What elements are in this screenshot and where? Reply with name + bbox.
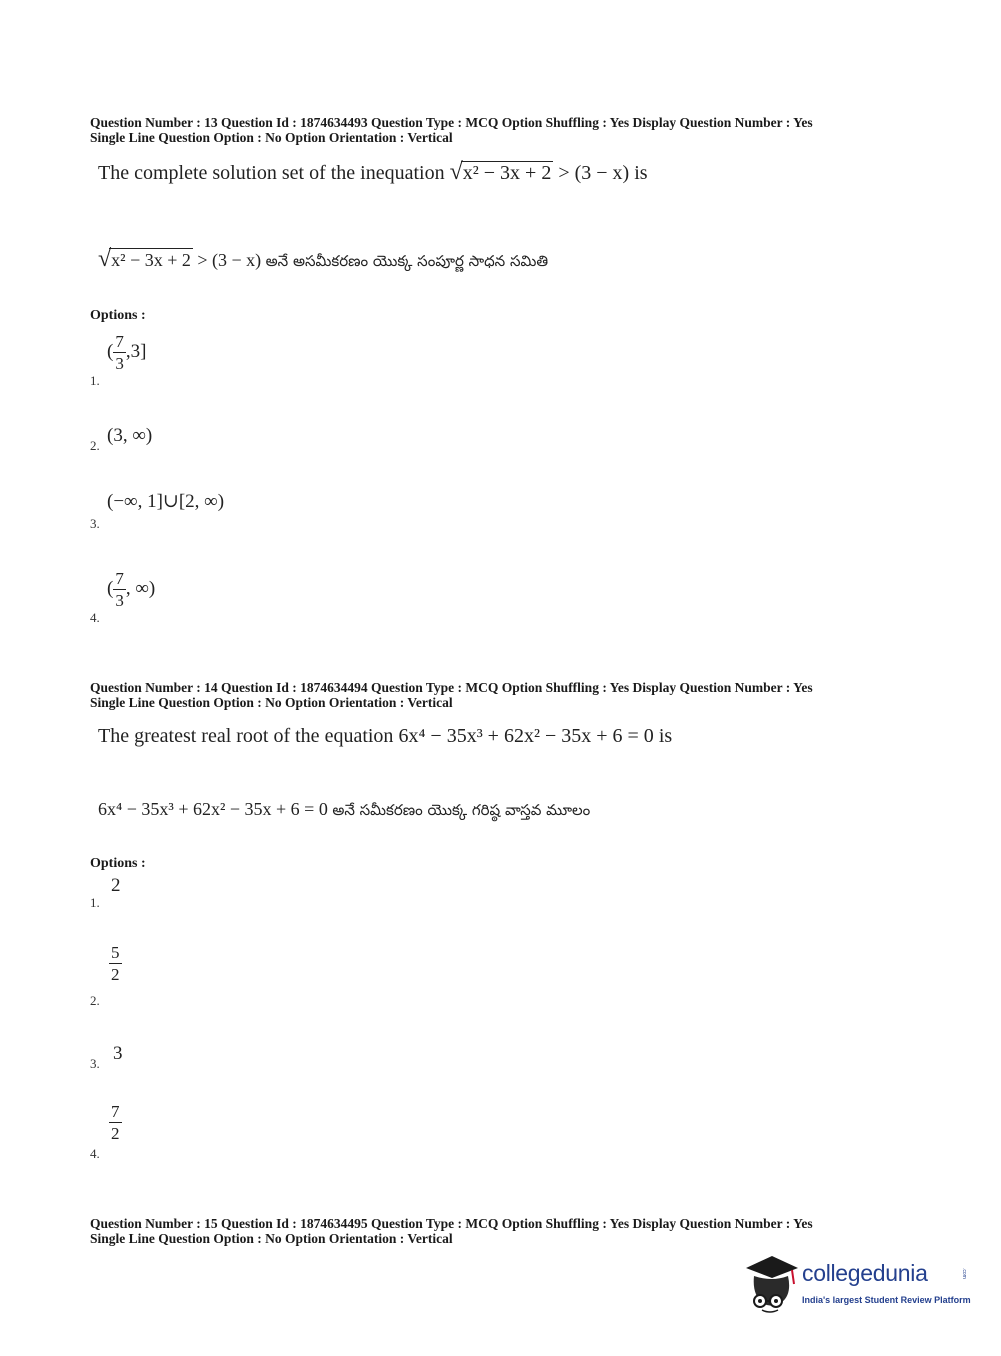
question-13-text	[98, 160, 648, 185]
radical-sign: √	[449, 159, 463, 185]
question-14-text	[98, 724, 672, 748]
option-number: 3.	[90, 1056, 100, 1071]
brand-tagline: India's largest Student Review Platform	[802, 1295, 971, 1305]
telugu-text: అనే సమీకరణం యొక్క గరిష్ఠ వాస్తవ మూలం	[332, 801, 591, 819]
open-paren: (	[107, 340, 114, 362]
radicand: x² − 3x + 2	[111, 250, 191, 270]
options-label: Options :	[90, 856, 146, 871]
radical-sign: √	[98, 246, 112, 272]
option-number: 1.	[90, 373, 100, 388]
option-number: 3.	[90, 516, 100, 531]
option-1-value[interactable]	[107, 333, 146, 372]
question-13-telugu	[98, 247, 548, 273]
options-label: Options :	[90, 308, 146, 323]
question-text-suffix: is	[634, 162, 648, 184]
option-number: 2.	[90, 993, 100, 1008]
question-text-suffix: is	[658, 725, 673, 747]
option-3-value[interactable]: (−∞, 1]∪[2, ∞)	[107, 491, 225, 512]
brand-name: collegedunia	[802, 1260, 928, 1286]
collegedunia-logo[interactable]	[742, 1250, 972, 1320]
meta-line-1: Question Number : 13 Question Id : 1874634493 Question Type : MCQ Option Shuffling : Yes Display Question Number : Yes	[90, 115, 813, 130]
inequality-rhs: > (3 − x)	[553, 162, 630, 184]
radicand: x² − 3x + 2	[462, 162, 552, 184]
option-3-value[interactable]: 3	[113, 1043, 123, 1064]
option-4-value[interactable]	[107, 570, 155, 609]
question-13-meta	[90, 115, 970, 145]
equation: 6x⁴ − 35x³ + 62x² − 35x + 6 = 0	[398, 725, 654, 747]
meta-line-1: Question Number : 14 Question Id : 1874634494 Question Type : MCQ Option Shuffling : Yes Display Question Number : Yes	[90, 680, 813, 695]
meta-line-2: Single Line Question Option : No Option Orientation : Vertical	[90, 130, 453, 145]
meta-line-2: Single Line Question Option : No Option Orientation : Vertical	[90, 695, 453, 710]
mascot-icon	[742, 1254, 802, 1316]
inequality-rhs: > (3 − x)	[192, 250, 262, 270]
fraction: $\frac{7}{3}$	[115, 332, 124, 373]
question-15-meta	[90, 1216, 970, 1246]
open-paren: (	[107, 577, 114, 599]
fraction: $\frac{7}{2}$	[111, 1102, 120, 1143]
option-number: 4.	[90, 610, 100, 625]
fraction: $\frac{7}{3}$	[115, 569, 124, 610]
meta-line-1: Question Number : 15 Question Id : 1874634495 Question Type : MCQ Option Shuffling : Yes Display Question Number : Yes	[90, 1216, 813, 1231]
option-4-value[interactable]	[109, 1103, 122, 1142]
equation: 6x⁴ − 35x³ + 62x² − 35x + 6 = 0	[98, 799, 328, 819]
telugu-text: అనే అసమీకరణం యొక్క సంపూర్ణ సాధన సమితి	[265, 252, 549, 270]
question-text-prefix: The greatest real root of the equation	[98, 725, 394, 747]
question-14-telugu	[98, 797, 590, 822]
meta-line-2: Single Line Question Option : No Option Orientation : Vertical	[90, 1231, 453, 1246]
question-text-prefix: The complete solution set of the inequation	[98, 162, 445, 184]
option-number: 2.	[90, 438, 100, 453]
fraction: $\frac{5}{2}$	[111, 943, 120, 984]
interval-rest: ,3]	[125, 340, 147, 362]
option-1-value[interactable]: 2	[111, 875, 121, 896]
option-2-value[interactable]: (3, ∞)	[107, 425, 153, 446]
brand-suffix: .com	[961, 1268, 967, 1279]
option-number: 1.	[90, 895, 100, 910]
question-14-meta	[90, 680, 970, 710]
option-2-value[interactable]	[109, 944, 122, 983]
interval-rest: , ∞)	[125, 577, 156, 599]
option-number: 4.	[90, 1146, 100, 1161]
